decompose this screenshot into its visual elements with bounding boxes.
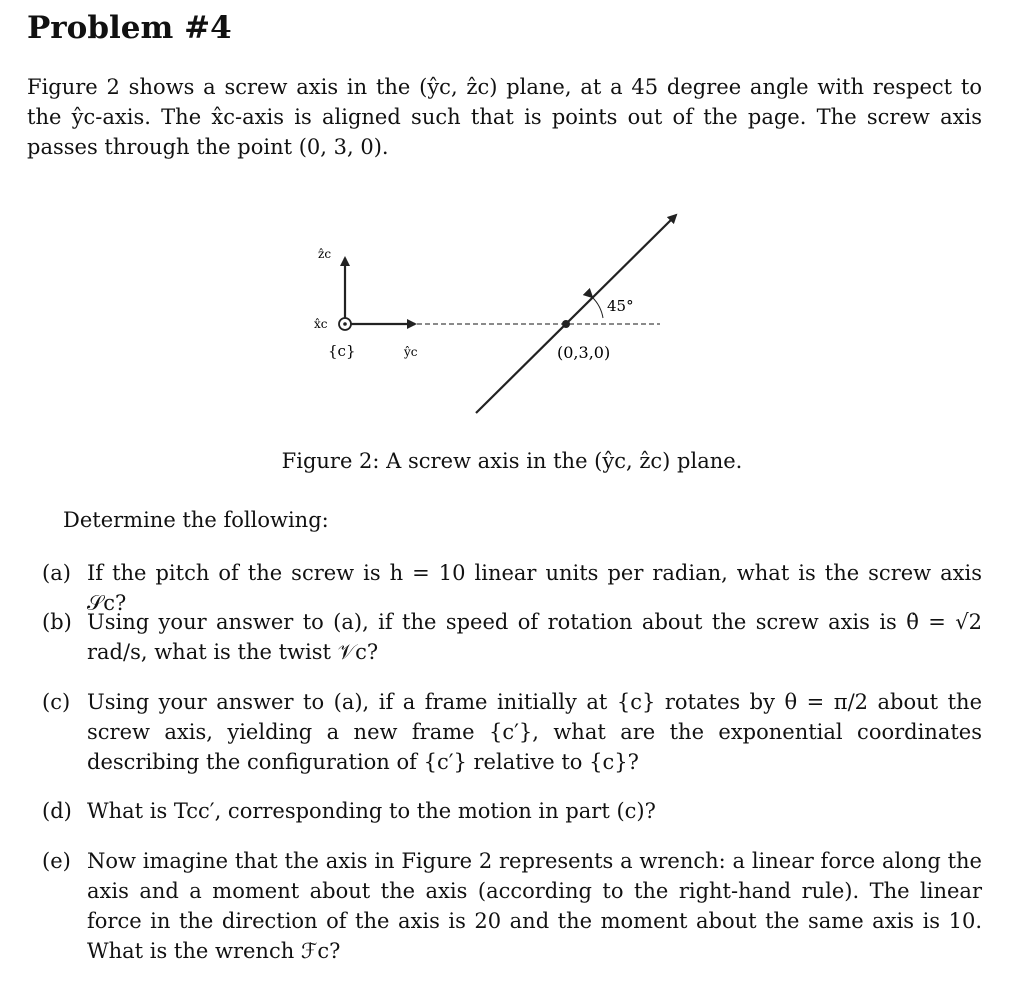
point-marker [562,320,570,328]
prompt-text: Determine the following: [63,508,329,532]
screw-axis-arrow [476,215,676,413]
question-d [42,796,982,826]
question-text: Using your answer to (a), if a frame initially at {c} rotates by θ = π/2 about the screw axis, yielding a new frame {c′}, what are the exponential coordinates describing the configuration of {c′} relative to {c}? [87,690,982,774]
question-text: Using your answer to (a), if the speed of rotation about the screw axis is θ̇ = √2 rad/s, what is the twist 𝒱c? [87,610,982,664]
screw-axis-figure [280,198,720,438]
question-label: (e) [42,849,71,873]
y-axis-label: ŷc [404,345,418,359]
angle-arc [592,297,603,318]
question-label: (c) [42,690,71,714]
question-text: If the pitch of the screw is h = 10 linear units per radian, what is the screw axis 𝒮c? [87,561,982,615]
z-axis-label: ẑc [318,247,332,261]
question-b [42,607,982,667]
question-label: (a) [42,561,71,585]
question-text: Now imagine that the axis in Figure 2 represents a wrench: a linear force along the axis and a moment about the axis (according to the right-hand rule). The linear force in the direction of the axis is 20 and the moment about the same axis is 10. What is the wrench ℱc? [87,849,982,963]
frame-label: {c} [328,342,356,360]
question-label: (b) [42,610,72,634]
question-e [42,846,982,966]
x-axis-label: x̂c [314,317,328,331]
angle-label: 45° [607,297,634,315]
figure-caption: Figure 2: A screw axis in the (ŷc, ẑc) plane. [281,449,743,473]
question-c [42,687,982,777]
intro-paragraph: Figure 2 shows a screw axis in the (ŷc, ẑc) plane, at a 45 degree angle with respect to the ŷc-axis. The x̂c-axis is aligned such that is points out of the page. The screw axis passes through the point (0, 3, 0). [27,75,982,159]
problem-statement [27,72,982,162]
question-text: What is Tcc′, corresponding to the motion in part (c)? [87,799,656,823]
point-label: (0,3,0) [557,343,611,362]
figure-svg [280,198,720,438]
page-title: Problem #4 [27,10,232,46]
question-label: (d) [42,799,72,823]
